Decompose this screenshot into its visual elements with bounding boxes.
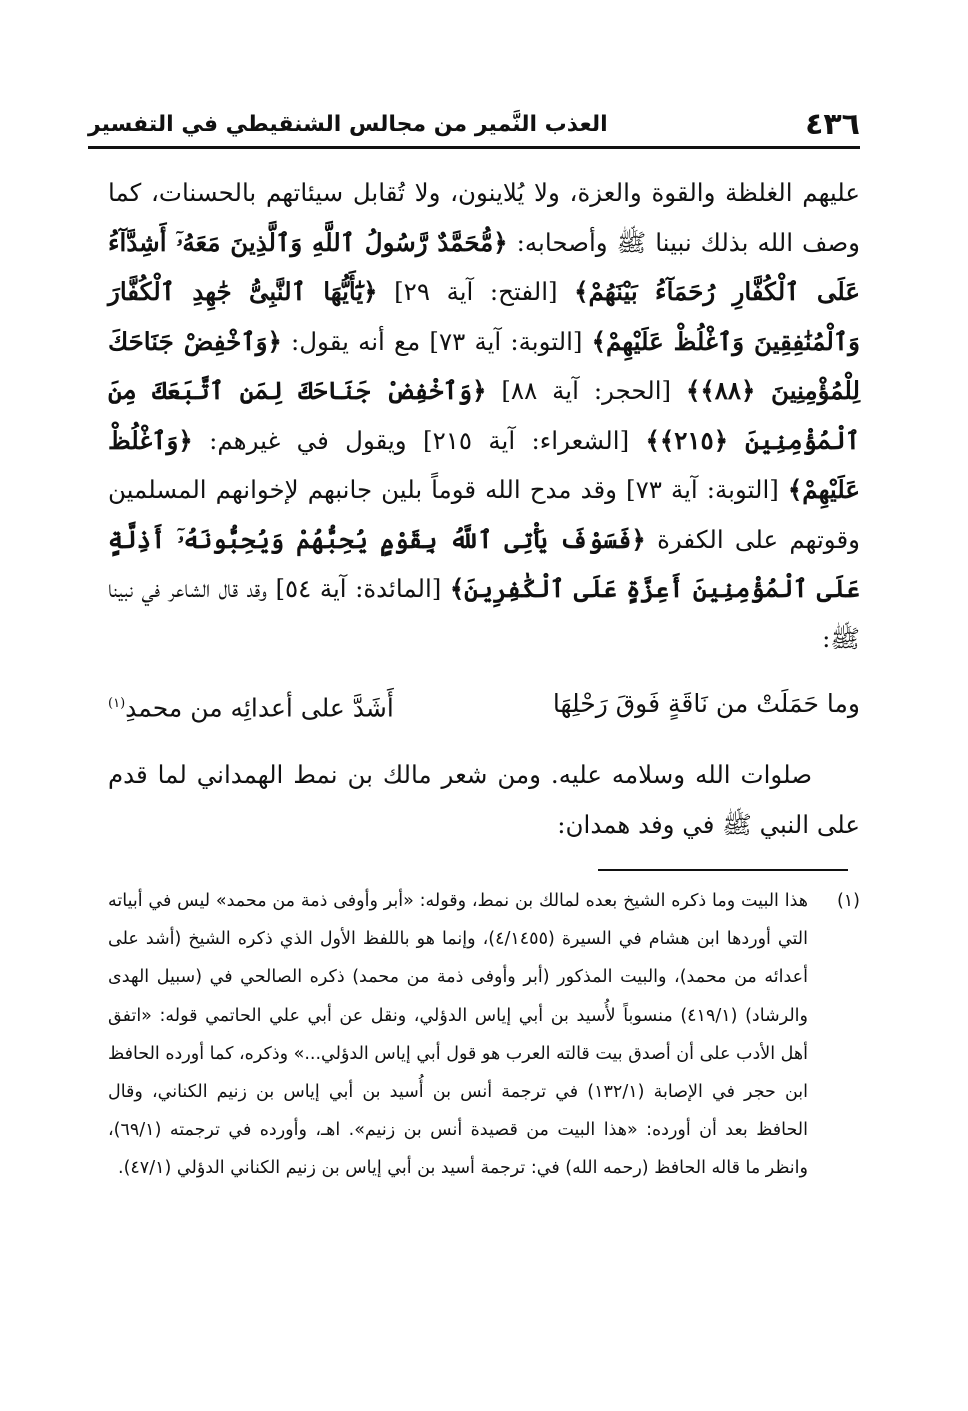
- main-paragraph: [108, 168, 860, 663]
- footnote-text: هذا البيت وما ذكره الشيخ بعده لمالك بن نمط، وقوله: «أبر وأوفى ذمة من محمد» ليس في أبياته التي أوردها ابن هشام في السيرة (٤/١٤٥٥)، وإنما هو باللفظ الأول الذي ذكره الشيخ (أشد على أعدائه من محمد)، والبيت المذكور (أبر وأوفى ذمة من محمد) ذكره الصالحي في (سبيل الهدى والرشاد) (٤١٩/١) منسوباً لأُسيد بن أبي إياس الدؤلي، ونقل عن أبي علي الحاتمي قوله: «اتفق أهل الأدب على أن أصدق بيت قالته العرب هو قول أبي إياس الدؤلي...» وذكره، كما أورده الحافظ ابن حجر في الإصابة (١٣٢/١) في ترجمة أنس بن أُسيد بن أبي إياس بن زنيم الكناني، وقال الحافظ بعد أن أورده: «هذا البيت من قصيدة أنس بن زنيم». اهـ، وأورده في ترجمته (٦٩/١)، وانظر ما قاله الحافظ (رحمه الله) في: ترجمة أسيد بن أبي إياس بن زنيم الكناني الدؤلي (٤٧/١).: [108, 891, 808, 1179]
- quran-verse-tawba: ﴿يَٰٓأَيُّهَا ٱلنَّبِىُّ جَٰهِدِ ٱلْكُفَّارَ وَٱلْمُنَٰفِقِينَ وَٱغْلُظْ عَلَيْهِمْ﴾: [108, 277, 860, 356]
- footnote: [108, 882, 860, 1188]
- body-text-1: عليهم الغلظة والقوة والعزة، ولا يُلاينون، ولا تُقابل سيئاتهم بالحسنات، كما وصف الله بذلك نبينا ﷺ وأصحابه:: [108, 178, 860, 257]
- quran-verse-maida: ﴿فَسَوْفَ يَأْتِى ٱللَّهُ بِقَوْمٍ يُحِبُّهُمْ وَيُحِبُّونَهُۥٓ أَذِلَّةٍ عَلَى ٱلْمُؤْمِنِينَ أَعِزَّةٍ عَلَى ٱلْكَٰفِرِينَ﴾: [108, 524, 860, 603]
- page-number: ٤٣٦: [805, 107, 860, 142]
- poem-verse: [108, 684, 860, 728]
- verse-reference-maida: [المائدة: آية ٥٤] وقد قال الشاعر في نبينا ﷺ:: [108, 574, 860, 653]
- verse-reference-tawba-2: [التوبة: آية ٧٣] وقد مدح الله قوماً بلين جانبهم لإخوانهم المسلمين وقوتهم على الكفرة: [108, 475, 860, 554]
- running-title: العذب النَّمير من مجالس الشنقيطي في التفسير: [88, 112, 608, 137]
- verse-reference-tawba: [التوبة: آية ٧٣] مع أنه يقول:: [291, 326, 583, 356]
- after-poem-paragraph: صلوات الله وسلامه عليه. ومن شعر مالك بن نمط الهمداني لما قدم على النبي ﷺ في وفد همدان:: [108, 760, 860, 839]
- poem-hemistich-2-wrap: [108, 684, 394, 728]
- footnote-marker: (١): [836, 891, 860, 911]
- verse-reference-shuara: [الشعراء: آية ٢١٥] ويقول في غيرهم:: [209, 425, 630, 455]
- footnote-separator: [598, 869, 848, 871]
- quran-verse-tawba-2: ﴿وَٱغْلُظْ عَلَيْهِمْ﴾: [108, 425, 860, 504]
- page-header: [88, 92, 860, 142]
- poem-hemistich-2: أَشَدَّ على أعدائِه من محمدِ: [125, 693, 394, 723]
- poem-hemistich-1: وما حَمَلَتْ من نَاقَةٍ فَوقَ رَحْلِهَا: [552, 689, 860, 718]
- quran-verse-fath: ﴿مُّحَمَّدٌ رَّسُولُ ٱللَّهِ وَٱلَّذِينَ مَعَهُۥٓ أَشِدَّآءُ عَلَى ٱلْكُفَّارِ رُحَمَآءُ بَيْنَهُمْ﴾: [108, 227, 860, 306]
- footnote-reference: (١): [108, 696, 126, 711]
- header-rule: [88, 146, 860, 149]
- verse-reference-hijr: [الحجر: آية ٨٨]: [501, 376, 672, 405]
- quran-verse-shuara: ﴿وَٱخْفِضْ جَنَاحَكَ لِمَنِ ٱتَّبَعَكَ مِنَ ٱلْمُؤْمِنِينَ ﴿٢١٥﴾﴾: [108, 376, 860, 455]
- quran-verse-hijr: ﴿وَٱخْفِضْ جَنَاحَكَ لِلْمُؤْمِنِينَ ﴿٨٨﴾﴾: [108, 326, 860, 405]
- verse-reference-fath: [الفتح: آية ٢٩]: [394, 277, 558, 306]
